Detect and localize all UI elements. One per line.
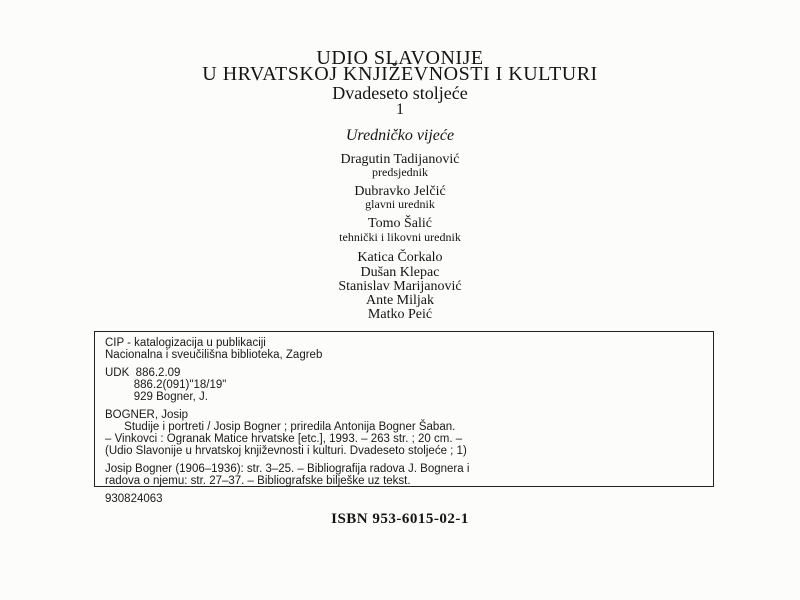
board-other-member: Matko Peić [367, 307, 433, 322]
cip-udk-line: 886.2(091)"18/19" [105, 379, 227, 391]
cip-heading: CIP - katalogizacija u publikaciji [105, 337, 266, 349]
editorial-board-heading: Uredničko vijeće [345, 127, 455, 144]
cip-description-line: – Vinkovci : Ogranak Matice hrvatske [etc.], 1993. – 263 str. ; 20 cm. – [105, 433, 463, 445]
board-member-name: Dubravko Jelčić [354, 184, 446, 199]
board-member-role: predsjednik [372, 165, 428, 179]
book-subtitle: Dvadeseto stoljeće [332, 83, 468, 103]
cip-udk-line: UDK 886.2.09 [105, 367, 181, 379]
board-other-member: Katica Čorkalo [357, 250, 443, 265]
board-other-member: Dušan Klepac [360, 265, 440, 280]
board-member-role: tehnički i likovni urednik [339, 230, 461, 244]
board-member-role: glavni urednik [365, 197, 435, 211]
cip-udk-line: 929 Bogner, J. [105, 391, 208, 403]
cip-library: Nacionalna i sveučilišna biblioteka, Zagreb [105, 349, 323, 361]
cip-note-line: radova o njemu: str. 27–37. – Bibliografske bilješke uz tekst. [105, 475, 411, 487]
cip-record-box [94, 331, 714, 505]
volume-number: 1 [396, 101, 404, 118]
book-title-line2: U HRVATSKOJ KNJIŽEVNOSTI I KULTURI [202, 63, 598, 85]
book-title-line1: UDIO SLAVONIJE [316, 47, 484, 69]
board-member-name: Dragutin Tadijanović [340, 152, 460, 167]
board-other-member: Ante Miljak [365, 293, 435, 308]
cip-record-number: 930824063 [105, 493, 163, 505]
cip-note-line: Josip Bogner (1906–1936): str. 3–25. – Bibliografija radova J. Bognera i [105, 463, 470, 475]
board-other-member: Stanislav Marijanović [338, 279, 462, 294]
board-member-name: Tomo Šalić [368, 216, 432, 231]
cip-description-line: Studije i portreti / Josip Bogner ; priredila Antonija Bogner Šaban. [105, 421, 456, 433]
cip-author: BOGNER, Josip [105, 409, 189, 421]
isbn-number: ISBN 953-6015-02-1 [331, 511, 469, 527]
cip-description-line: (Udio Slavonije u hrvatskoj književnosti i kulturi. Dvadeseto stoljeće ; 1) [105, 445, 467, 457]
